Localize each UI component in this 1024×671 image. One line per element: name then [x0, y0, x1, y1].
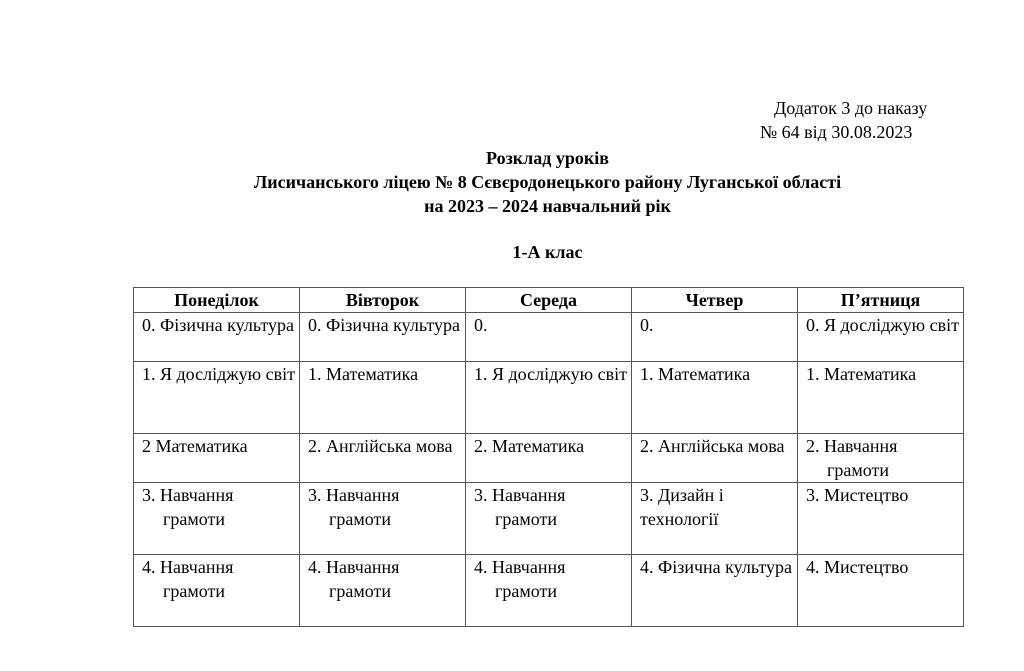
- table-cell: [300, 555, 466, 627]
- lesson-text: 2. Навчання грамоти: [806, 436, 898, 480]
- table-cell: [798, 555, 964, 627]
- lesson-row-4: [134, 555, 964, 627]
- class-heading: 1-А клас: [512, 242, 583, 262]
- lesson-text: 1. Я досліджую світ: [142, 364, 295, 384]
- lesson-row-0: [134, 313, 964, 362]
- table-cell: [134, 483, 300, 555]
- lesson-row-1: [134, 362, 964, 434]
- table-cell: [134, 362, 300, 434]
- lesson-text: 1. Математика: [806, 364, 917, 384]
- lesson-text: 4. Фізична культура: [640, 557, 792, 577]
- lesson-text: 3. Навчання грамоти: [308, 485, 400, 529]
- day-header-wednesday: Середа: [466, 288, 632, 313]
- appendix-line-2: № 64 від 30.08.2023: [760, 122, 913, 142]
- lesson-text: 1. Математика: [308, 364, 419, 384]
- lesson-text: 0. Я досліджую світ: [806, 315, 959, 335]
- table-cell: [134, 313, 300, 362]
- title-line-2: Лисичанського ліцею № 8 Сєвєродонецького району Луганської області: [253, 172, 842, 192]
- table-cell: [466, 555, 632, 627]
- lesson-row-2: [134, 434, 964, 483]
- table-cell: [798, 313, 964, 362]
- table-cell: [632, 434, 798, 483]
- lesson-text: 4. Мистецтво: [806, 557, 909, 577]
- table-cell: [632, 555, 798, 627]
- lesson-text: 2 Математика: [142, 436, 248, 456]
- lesson-text: 4. Навчання грамоти: [142, 557, 234, 601]
- table-cell: [798, 483, 964, 555]
- table-cell: [134, 434, 300, 483]
- table-cell: [632, 483, 798, 555]
- lesson-text: 0. Фізична культура: [308, 315, 460, 335]
- table-cell: [300, 362, 466, 434]
- lesson-text: 0.: [474, 315, 488, 335]
- lesson-text: 3. Навчання грамоти: [142, 485, 234, 529]
- lesson-text: 4. Навчання грамоти: [474, 557, 566, 601]
- day-header-monday: Понеділок: [134, 288, 300, 313]
- lesson-text: 1. Я досліджую світ: [474, 364, 627, 384]
- table-cell: [300, 313, 466, 362]
- lesson-text: 2. Англійська мова: [308, 436, 453, 456]
- schedule-table: [133, 287, 964, 627]
- table-cell: [466, 313, 632, 362]
- table-cell: [300, 434, 466, 483]
- header-row: [134, 288, 964, 313]
- appendix-note: [760, 96, 927, 144]
- table-cell: [632, 362, 798, 434]
- lesson-text: 2. Англійська мова: [640, 436, 785, 456]
- lesson-text: 2. Математика: [474, 436, 585, 456]
- table-cell: [798, 434, 964, 483]
- lesson-text: 0.: [640, 315, 654, 335]
- day-header-thursday: Четвер: [632, 288, 798, 313]
- table-cell: [632, 313, 798, 362]
- lesson-text: 3. Дизайн і технології: [640, 485, 724, 529]
- table-cell: [798, 362, 964, 434]
- table-cell: [134, 555, 300, 627]
- title-line-3: на 2023 – 2024 навчальний рік: [424, 196, 671, 216]
- lesson-row-3: [134, 483, 964, 555]
- day-header-tuesday: Вівторок: [300, 288, 466, 313]
- document-title: [130, 146, 965, 218]
- table-cell: [466, 362, 632, 434]
- table-cell: [466, 483, 632, 555]
- lesson-text: 3. Навчання грамоти: [474, 485, 566, 529]
- title-line-1: Розклад уроків: [486, 148, 609, 168]
- lesson-text: 1. Математика: [640, 364, 751, 384]
- lesson-text: 4. Навчання грамоти: [308, 557, 400, 601]
- lesson-text: 3. Мистецтво: [806, 485, 909, 505]
- appendix-line-1: Додаток 3 до наказу: [774, 98, 928, 118]
- lesson-text: 0. Фізична культура: [142, 315, 294, 335]
- table-cell: [300, 483, 466, 555]
- table-cell: [466, 434, 632, 483]
- day-header-friday: П’ятниця: [798, 288, 964, 313]
